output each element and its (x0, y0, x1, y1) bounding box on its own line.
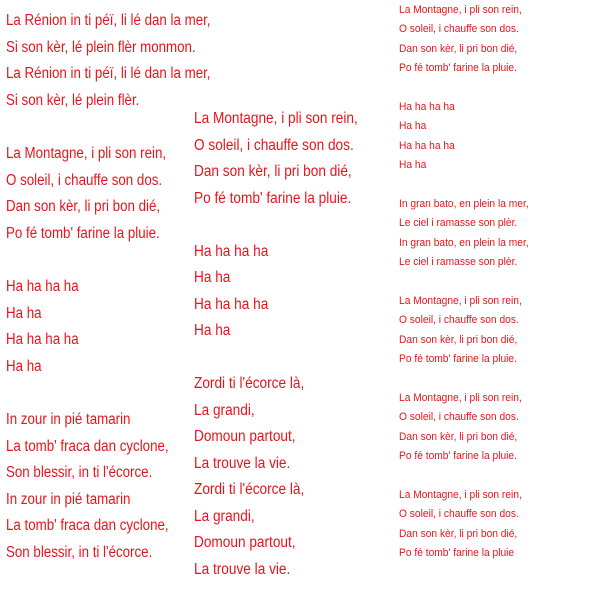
lyric-line: Po fé tomb' farine la pluie. (6, 224, 160, 242)
lyric-line: La grandi, (194, 401, 255, 419)
lyric-line: In gran bato, en plein la mer, (399, 236, 529, 249)
lyric-line: Le ciel i ramasse son plèr. (399, 256, 518, 269)
lyric-line: Ha ha (6, 357, 42, 375)
lyric-line: Ha ha ha ha (6, 331, 79, 349)
lyric-line: Si son kèr, lé plein flèr. (6, 91, 140, 109)
lyric-line: La tomb' fraca dan cyclone, (6, 517, 169, 535)
lyric-line: La Montagne, i pli son rein, (6, 144, 167, 162)
lyric-line: La Montagne, i pli son rein, (194, 110, 358, 127)
lyric-line: La Montagne, i pli son rein, (399, 392, 522, 405)
lyric-line: O soleil, i chauffe son dos. (399, 508, 519, 521)
lyric-line: Dan son kèr, li pri bon dié, (6, 198, 161, 216)
lyric-line: O soleil, i chauffe son dos. (399, 314, 519, 327)
lyric-line: La tomb' fraca dan cyclone, (6, 437, 169, 455)
stanza-gap (399, 176, 538, 195)
stanza-gap (194, 212, 380, 239)
lyric-line: Po fé tomb' farine la pluie. (399, 450, 517, 463)
lyric-line: Dan son kèr, li pri bon dié, (399, 527, 518, 540)
lyric-line: La Rénion in ti péï, li lé dan la mer, (6, 12, 211, 29)
lyric-line: Ha ha (194, 269, 231, 286)
lyric-line: In zour in pié tamarin (6, 410, 131, 428)
lyric-line: La Rénion in ti péï, li lé dan la mer, (6, 65, 211, 83)
lyric-line: Domoun partout, (194, 428, 296, 445)
lyric-line: La trouve la vie. (194, 560, 291, 578)
lyric-line: O soleil, i chauffe son dos. (6, 171, 163, 189)
stanza-gap (399, 273, 538, 292)
lyric-line: Ha ha (6, 304, 42, 322)
stanza-gap (399, 79, 538, 98)
stanza-gap (399, 467, 538, 486)
lyric-line: Ha ha ha ha (194, 242, 269, 260)
lyric-line: Dan son kèr, li pri bon dié, (194, 163, 352, 180)
lyric-line: Dan son kèr, li pri bon dié, (399, 333, 518, 346)
lyric-line: Ha ha (194, 322, 231, 339)
lyric-line: Ha ha ha ha (194, 295, 269, 313)
lyric-line: Dan son kèr, li pri bon dié, (399, 430, 518, 443)
stanza-gap (399, 370, 538, 389)
lyric-line: Dan son kèr, li pri bon dié, (399, 42, 518, 55)
lyrics-column-middle (194, 106, 380, 583)
lyric-line: Po fé tomb' farine la pluie. (399, 353, 517, 366)
lyric-line: Zordi ti l'écorce là, (194, 481, 305, 498)
lyric-line: Si son kèr, lé plein flèr monmon. (6, 38, 196, 56)
stanza-gap (194, 345, 380, 372)
lyric-line: In gran bato, en plein la mer, (399, 198, 529, 211)
lyrics-column-right (399, 1, 538, 564)
lyric-line: Zordi ti l'écorce là, (194, 375, 305, 392)
lyric-line: Ha ha (399, 120, 427, 133)
lyric-line: La Montagne, i pli son rein, (399, 4, 522, 16)
lyric-line: La grandi, (194, 507, 255, 525)
lyric-line: O soleil, i chauffe son dos. (399, 23, 519, 36)
lyric-line: La Montagne, i pli son rein, (399, 489, 522, 502)
lyric-line: Ha ha ha ha (399, 101, 455, 114)
lyric-line: Son blessir, in ti l'écorce. (6, 543, 153, 561)
lyric-line: Po fé tomb' farine la pluie (399, 547, 515, 560)
lyric-line: O soleil, i chauffe son dos. (399, 411, 519, 424)
lyric-line: Son blessir, in ti l'écorce. (6, 464, 153, 482)
lyric-line: O soleil, i chauffe son dos. (194, 136, 354, 154)
lyric-line: La trouve la vie. (194, 454, 291, 472)
lyric-line: Po fé tomb' farine la pluie. (194, 189, 352, 207)
lyric-line: Ha ha (399, 159, 427, 172)
lyric-line: Domoun partout, (194, 534, 296, 551)
lyric-line: Ha ha ha ha (6, 277, 79, 295)
lyric-line: Le ciel i ramasse son plèr. (399, 217, 518, 230)
lyric-line: Po fé tomb' farine la pluie. (399, 62, 517, 75)
lyric-line: Ha ha ha ha (399, 139, 455, 152)
lyric-line: La Montagne, i pli son rein, (399, 295, 522, 308)
lyric-line: In zour in pié tamarin (6, 490, 131, 508)
